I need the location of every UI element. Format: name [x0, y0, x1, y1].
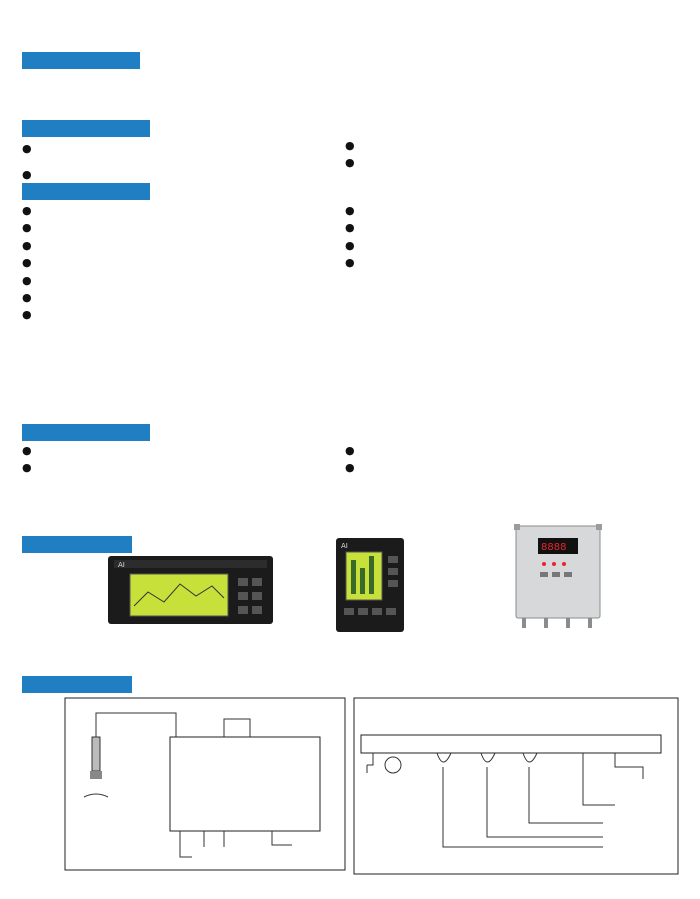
- tech-item: [345, 237, 695, 254]
- tech-item: [22, 254, 352, 271]
- wiring-diagram-wall: [353, 697, 679, 878]
- tech-item: [345, 202, 695, 219]
- panel-meter-horizontal-image: [108, 556, 273, 629]
- svg-text:AI: AI: [341, 542, 348, 550]
- section-wiring: [22, 676, 132, 693]
- order-right: [345, 442, 695, 477]
- tech-item: [22, 272, 352, 289]
- order-item: [345, 442, 695, 459]
- svg-text:AI: AI: [118, 561, 125, 569]
- section-shape: [22, 536, 132, 553]
- wall-meter-image: [514, 522, 604, 635]
- tech-left: [22, 202, 352, 324]
- tech-item: [22, 289, 352, 306]
- section-functions: [22, 120, 150, 137]
- function-item: [22, 140, 342, 157]
- functions-left: [22, 140, 342, 183]
- order-item: [345, 459, 695, 476]
- section-tech: [22, 183, 150, 200]
- function-item: [345, 154, 695, 171]
- tech-item: [22, 237, 352, 254]
- panel-meter-vertical-image: [336, 538, 406, 636]
- function-item: [22, 166, 342, 183]
- tech-item: [22, 202, 352, 219]
- wiring-diagram-panel: [64, 697, 346, 875]
- tech-item: [345, 219, 695, 236]
- order-left: [22, 442, 352, 477]
- order-item: [22, 442, 352, 459]
- section-order: [22, 424, 150, 441]
- function-item: [345, 137, 695, 154]
- svg-text:8888: 8888: [541, 542, 567, 553]
- tech-item: [345, 254, 695, 271]
- tech-right: [345, 202, 695, 272]
- functions-right: [345, 137, 695, 171]
- section-overview: [22, 52, 140, 69]
- tech-item: [22, 306, 352, 323]
- tech-item: [22, 219, 352, 236]
- order-item: [22, 459, 352, 476]
